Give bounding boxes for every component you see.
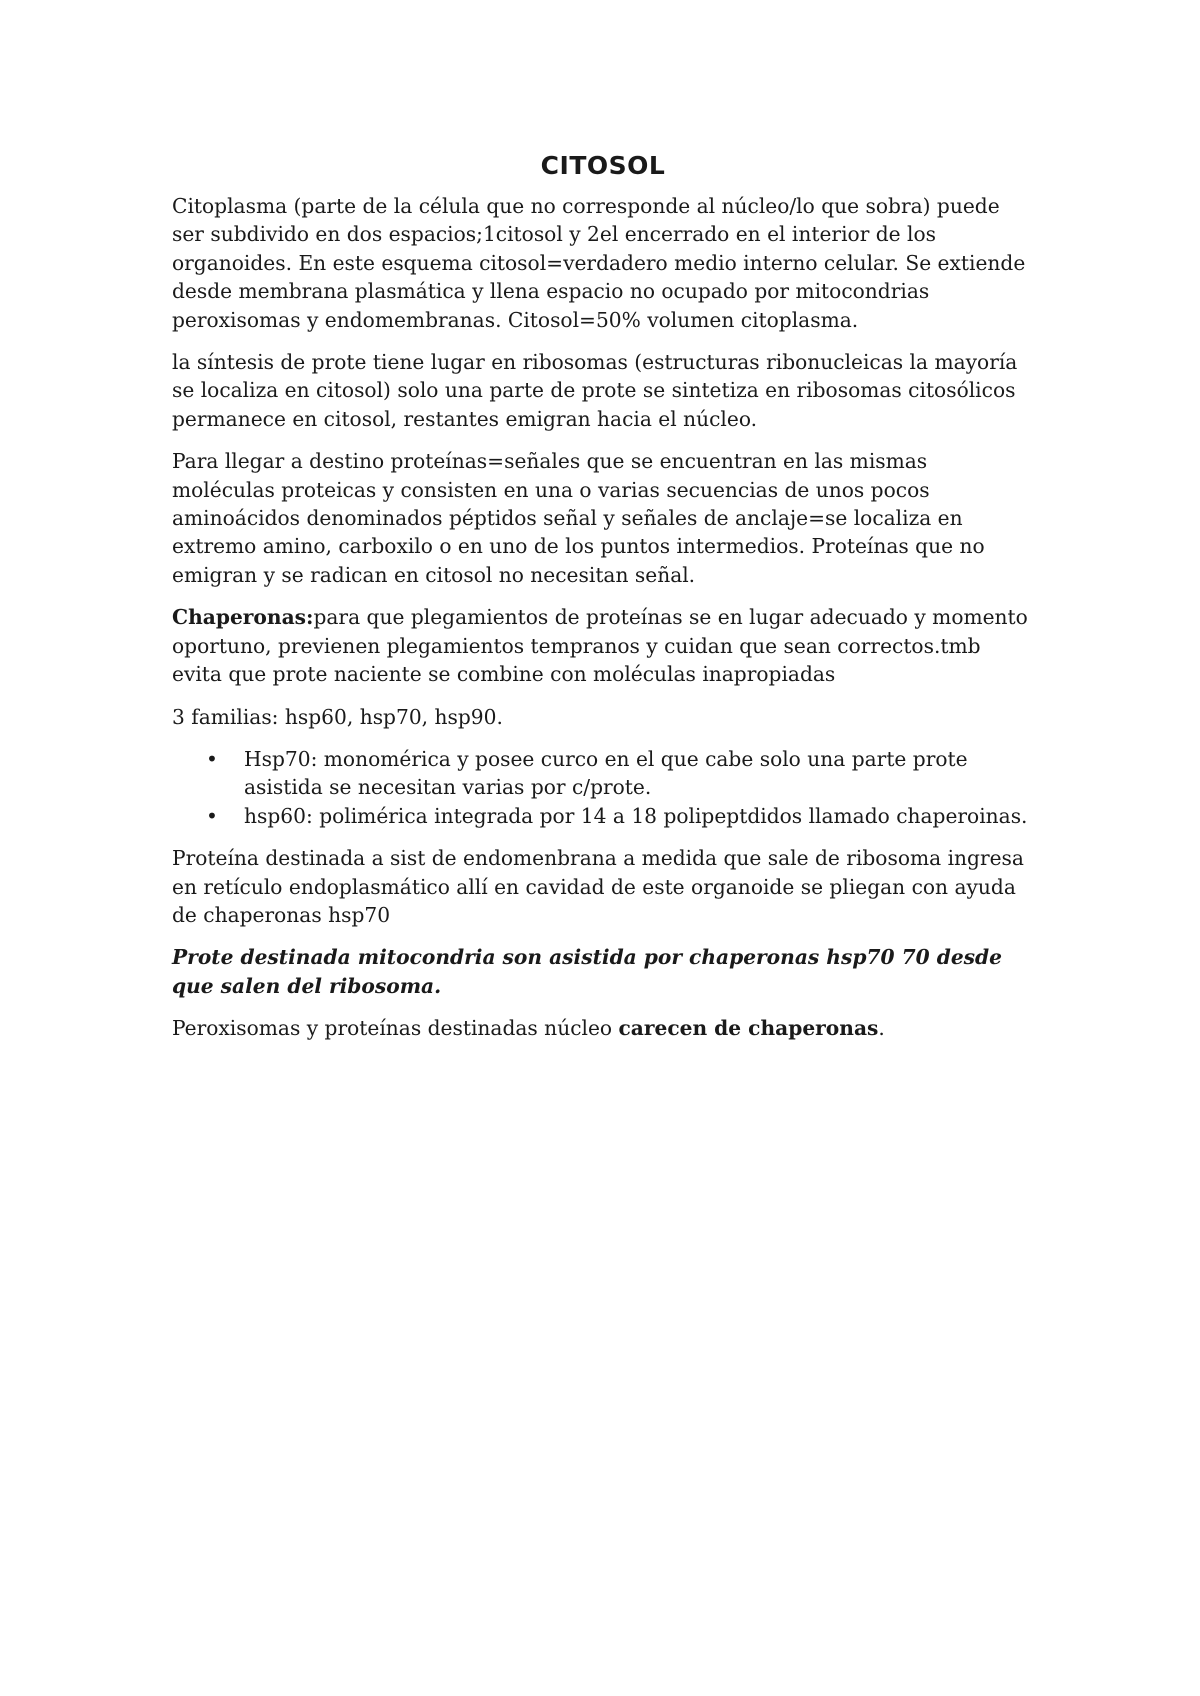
- paragraph-familias: 3 familias: hsp60, hsp70, hsp90.: [172, 704, 503, 729]
- chaperonas-text: para que plegamientos de proteínas se en lugar adecuado y momento oportuno, previenen plegamientos tempranos y cuidan que sean correctos.tmb evita que prote naciente se combine con moléculas inapropiadas: [172, 605, 1028, 687]
- bullet-icon: •: [206, 746, 218, 771]
- peroxisomas-text: Peroxisomas y proteínas destinadas núcleo: [172, 1016, 619, 1041]
- paragraph-mitocondria: Prote destinada mitocondria son asistida por chaperonas hsp70 70 desde que salen del ribosoma.: [172, 945, 1002, 998]
- list-item-text: Hsp70: monomérica y posee curco en el que cabe solo una parte prote asistida se necesitan varias por c/prote.: [244, 746, 968, 800]
- list-item: [172, 802, 1034, 830]
- document-body: [172, 150, 1034, 1057]
- bullet-icon: •: [206, 803, 218, 828]
- paragraph-chaperonas: [172, 603, 1034, 688]
- paragraph-senales: Para llegar a destino proteínas=señales que se encuentran en las mismas moléculas proteicas y consisten en una o varias secuencias de unos pocos aminoácidos denominados péptidos señal y señales de anclaje=se localiza en extremo amino, carboxilo o en uno de los puntos intermedios. Proteínas que no emigran y se radican en citosol no necesitan señal.: [172, 449, 985, 587]
- chaperonas-label: Chaperonas:: [172, 605, 314, 630]
- peroxisomas-end: .: [878, 1016, 885, 1041]
- bullet-list: [172, 745, 1034, 830]
- list-item: [172, 745, 1034, 802]
- peroxisomas-emphasis: carecen de chaperonas: [618, 1016, 879, 1041]
- paragraph-sintesis: la síntesis de prote tiene lugar en ribosomas (estructuras ribonucleicas la mayoría se localiza en citosol) solo una parte de prote se sintetiza en ribosomas citosólicos permanece en citosol, restantes emigran hacia el núcleo.: [172, 350, 1018, 431]
- paragraph-endomembrana: Proteína destinada a sist de endomenbrana a medida que sale de ribosoma ingresa en retículo endoplasmático allí en cavidad de este organoide se pliegan con ayuda de chaperonas hsp70: [172, 846, 1024, 927]
- page-title: CITOSOL: [540, 151, 666, 180]
- paragraph-peroxisomas: [172, 1014, 1034, 1042]
- paragraph-citoplasma: Citoplasma (parte de la célula que no corresponde al núcleo/lo que sobra) puede ser subdivido en dos espacios;1citosol y 2el encerrado en el interior de los organoides. En este esquema citosol=verdadero medio interno celular. Se extiende desde membrana plasmática y llena espacio no ocupado por mitocondrias peroxisomas y endomembranas. Citosol=50% volumen citoplasma.: [172, 194, 1026, 332]
- list-item-text: hsp60: polimérica integrada por 14 a 18 polipeptdidos llamado chaperoinas.: [244, 803, 1028, 828]
